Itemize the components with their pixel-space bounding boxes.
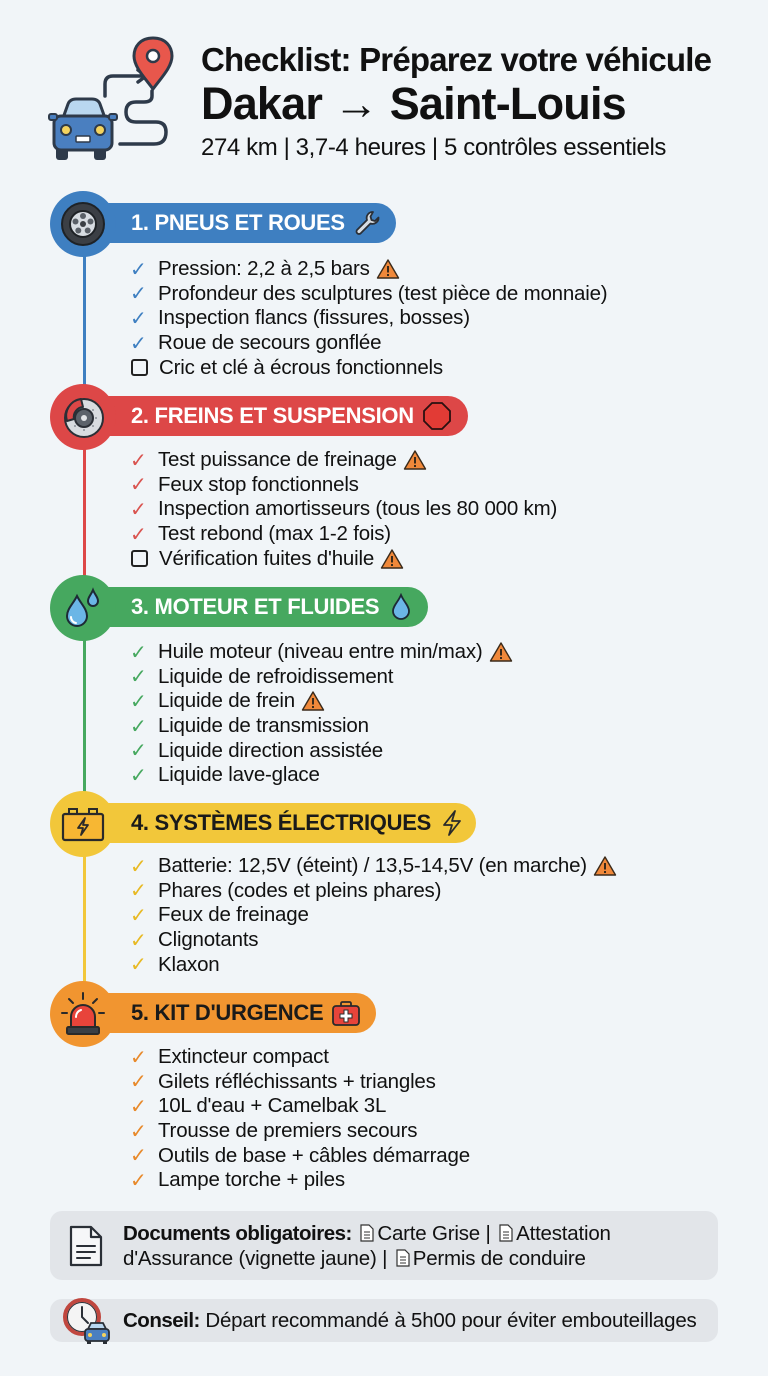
tip-note — [50, 1299, 718, 1342]
lightning-icon — [439, 808, 465, 838]
list-item[interactable]: ✓ Test rebond (max 1-2 fois) — [130, 522, 391, 546]
section-header — [68, 587, 428, 627]
warning-icon — [380, 548, 404, 570]
list-item[interactable]: ✓ Liquide de transmission — [130, 714, 369, 738]
list-item[interactable]: ✓ Batterie: 12,5V (éteint) / 13,5-14,5V (en marche) — [130, 854, 617, 879]
warning-icon — [403, 449, 427, 471]
timeline-line-3 — [83, 636, 86, 796]
section-title: 4. SYSTÈMES ÉLECTRIQUES — [131, 810, 431, 835]
tip-label: Conseil: — [123, 1309, 200, 1332]
warning-icon — [376, 258, 400, 280]
water-drops-icon — [50, 575, 116, 641]
document-icon — [396, 1249, 410, 1267]
document-carte-grise: Carte Grise — [377, 1222, 480, 1245]
stop-sign-icon — [422, 401, 452, 431]
list-item[interactable]: ✓ Pression: 2,2 à 2,5 bars — [130, 257, 607, 282]
list-item[interactable]: ✓ Lampe torche + piles — [130, 1168, 345, 1192]
document-icon — [68, 1224, 104, 1268]
list-item[interactable]: ✓ Huile moteur (niveau entre min/max) — [130, 640, 513, 665]
list-item[interactable]: ✓ Phares (codes et pleins phares) — [130, 878, 442, 903]
list-item[interactable]: Cric et clé à écrous fonctionnels — [130, 355, 607, 380]
checkbox-unchecked[interactable] — [131, 550, 148, 567]
battery-icon — [50, 791, 116, 857]
warning-icon — [301, 690, 325, 712]
list-item[interactable]: ✓ Test puissance de freinage — [130, 448, 557, 473]
checklist — [130, 448, 557, 571]
document-permis: Permis de conduire — [412, 1247, 586, 1270]
check-icon: ✓ — [130, 1120, 147, 1143]
section-header — [68, 203, 396, 243]
document-attestation: Attestation — [516, 1222, 611, 1245]
check-icon: ✓ — [130, 690, 147, 713]
section-header — [68, 396, 468, 436]
car-route-pin-icon — [48, 36, 183, 166]
list-item[interactable]: Vérification fuites d'huile — [130, 546, 557, 571]
check-icon: ✓ — [130, 641, 147, 664]
list-item[interactable]: ✓ Outils de base + câbles démarrage — [130, 1143, 470, 1168]
list-item[interactable]: ✓ Profondeur des sculptures (test pièce de monnaie) — [130, 281, 608, 306]
section-title: 3. MOTEUR ET FLUIDES — [131, 594, 380, 619]
section-header — [68, 803, 476, 843]
warning-icon — [593, 855, 617, 877]
list-item[interactable]: ✓ Extincteur compact — [130, 1045, 329, 1069]
wrench-icon — [353, 208, 382, 238]
document-icon — [499, 1224, 513, 1242]
list-item[interactable]: ✓ Feux de freinage — [130, 903, 309, 927]
siren-icon — [50, 981, 116, 1047]
checklist — [130, 1045, 470, 1193]
section-title: 5. KIT D'URGENCE — [131, 1000, 324, 1025]
check-icon: ✓ — [130, 954, 147, 977]
check-icon: ✓ — [130, 1145, 147, 1168]
documents-note: Documents obligatoires: Carte Grise | Attestation d'Assurance (vignette jaune) | Permis de conduire — [50, 1211, 718, 1280]
check-icon: ✓ — [130, 258, 147, 281]
list-item[interactable]: ✓ Feux stop fonctionnels — [130, 472, 359, 497]
warning-icon — [489, 641, 513, 663]
list-item[interactable]: ✓ Liquide lave-glace — [130, 763, 320, 787]
tip-text: Départ recommandé à 5h00 pour éviter embouteillages — [205, 1309, 697, 1332]
check-icon: ✓ — [130, 855, 147, 878]
list-item[interactable]: ✓ Roue de secours gonflée — [130, 331, 382, 355]
check-icon: ✓ — [130, 1169, 147, 1192]
tire-icon — [50, 191, 116, 257]
header — [48, 36, 738, 171]
page-title: Checklist: Préparez votre véhicule — [201, 41, 712, 78]
documents-label: Documents obligatoires: — [123, 1222, 352, 1245]
brake-disc-icon — [50, 384, 116, 450]
document-icon — [360, 1224, 374, 1242]
clock-car-icon — [62, 1297, 114, 1345]
list-item[interactable]: ✓ Trousse de premiers secours — [130, 1119, 418, 1143]
section-title: 2. FREINS ET SUSPENSION — [131, 403, 414, 428]
check-icon: ✓ — [130, 523, 147, 546]
check-icon: ✓ — [130, 740, 147, 763]
list-item[interactable]: ✓ Liquide de refroidissement — [130, 664, 394, 689]
check-icon: ✓ — [130, 1071, 147, 1094]
section-title: 1. PNEUS ET ROUES — [131, 210, 345, 235]
check-icon: ✓ — [130, 764, 147, 787]
timeline-line-1 — [83, 250, 86, 390]
check-icon: ✓ — [130, 666, 147, 689]
check-icon: ✓ — [130, 283, 147, 306]
list-item[interactable]: ✓ Liquide direction assistée — [130, 738, 383, 763]
check-icon: ✓ — [130, 1046, 147, 1069]
list-item[interactable]: ✓ Clignotants — [130, 928, 259, 952]
list-item[interactable]: ✓ Klaxon — [130, 952, 220, 977]
check-icon: ✓ — [130, 474, 147, 497]
timeline-line-4 — [83, 850, 86, 990]
drop-icon — [387, 592, 414, 622]
check-icon: ✓ — [130, 929, 147, 952]
checkbox-unchecked[interactable] — [131, 359, 148, 376]
list-item[interactable]: ✓ Inspection flancs (fissures, bosses) — [130, 306, 470, 330]
check-icon: ✓ — [130, 904, 147, 927]
checklist — [130, 854, 617, 977]
route-summary: 274 km | 3,7-4 heures | 5 contrôles essentiels — [201, 134, 666, 161]
check-icon: ✓ — [130, 449, 147, 472]
list-item[interactable]: ✓ Gilets réfléchissants + triangles — [130, 1069, 436, 1094]
list-item[interactable]: ✓ 10L d'eau + Camelbak 3L — [130, 1094, 387, 1118]
checklist — [130, 257, 607, 380]
route-title: Dakar → Saint-Louis — [201, 78, 626, 129]
check-icon: ✓ — [130, 715, 147, 738]
check-icon: ✓ — [130, 307, 147, 330]
checklist — [130, 640, 513, 788]
list-item[interactable]: ✓ Liquide de frein — [130, 689, 513, 714]
check-icon: ✓ — [130, 880, 147, 903]
timeline-line-2 — [83, 445, 86, 585]
check-icon: ✓ — [130, 332, 147, 355]
check-icon: ✓ — [130, 498, 147, 521]
check-icon: ✓ — [130, 1095, 147, 1118]
document-attestation-cont: d'Assurance (vignette jaune) — [123, 1247, 377, 1270]
list-item[interactable]: ✓ Inspection amortisseurs (tous les 80 000 km) — [130, 497, 558, 521]
first-aid-kit-icon — [331, 998, 361, 1028]
